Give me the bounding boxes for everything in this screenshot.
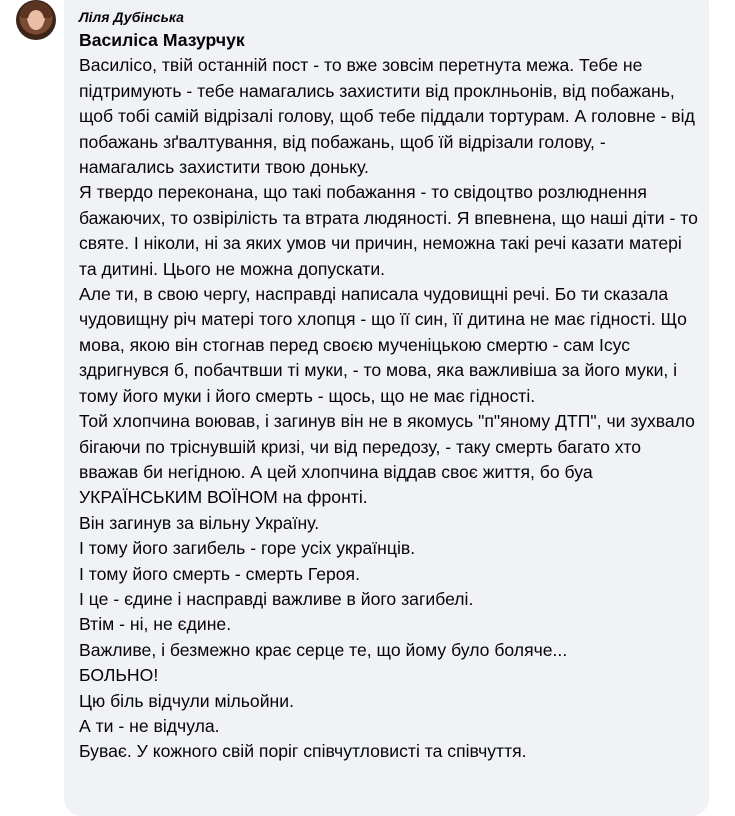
comment-paragraph: Втім - ні, не єдине. [79,614,232,635]
comment-paragraph: Василісо, твій останній пост - то вже зовсім перетнута межа. Тебе не підтримують - тебе намагались захистити від проклньонів, від побажань, щоб тобі самій відрізалі голову, щоб тебе піддали тортурам. А головне - від побажань зґвалтування, від побажань, щоб їй відрізали голову, - намагались захистити твою доньку. [79,55,695,178]
comment-paragraph: БОЛЬНО! [79,665,159,686]
comment-paragraph: Але ти, в свою чергу, насправді написала чудовищні речі. Бо ти сказала чудовищну річ матері того хлопця - що її син, її дитина не має гідності. Що мова, якою він стогнав перед своєю мученіцькою смертю - сам Ісус здригнувся б, побачтвши ті муки, - то мова, яка важливіша за його муки, і тому його муки і його смерть - щось, що не має гідності. [79,284,687,406]
comment-paragraph: І тому його загибель - горе усіх українців. [79,538,416,559]
comment-paragraph: Він загинув за вільну Україну. [79,512,320,533]
avatar-face [28,10,44,30]
comment-author[interactable]: Ліля Дубінська [79,9,184,25]
comment-paragraph: І тому його смерть - смерть Героя. [79,563,360,584]
comment-body [79,28,704,765]
comment-paragraph: Важливе, і безмежно крає серце те, що йому було боляче... [79,639,568,660]
comment-paragraph: Буває. У кожного свій поріг співчутловисті та співчуття. [79,741,527,762]
comment-paragraph: Той хлопчина воював, і загинув він не в якомусь "п"яному ДТП", чи зухвало бігаючи по тріснувшій кризі, чи від передозу, - таку смерть багато хто вважав би негідною. А цей хлопчина віддав своє життя, бо буа УКРАЇНСЬКИМ ВОЇНОМ на фронті. [79,411,695,508]
avatar[interactable] [16,0,56,40]
comment-paragraph: Я твердо переконана, що такі побажання - то свідоцтво розлюднення бажаючих, то озвірілість та втрата людяності. Я впевнена, що наші діти - то святе. І ніколи, ні за яких умов чи причин, неможна такі речі казати матері та дитині. Цього не можна допускати. [79,182,698,279]
mention-link[interactable]: Василіса Мазурчук [79,30,245,50]
comment-paragraph: Цю біль відчули мільойни. [79,690,294,711]
comment-paragraph: А ти - не відчула. [79,715,220,736]
comment-paragraph: І це - єдине і насправді важливе в його загибелі. [79,588,474,609]
